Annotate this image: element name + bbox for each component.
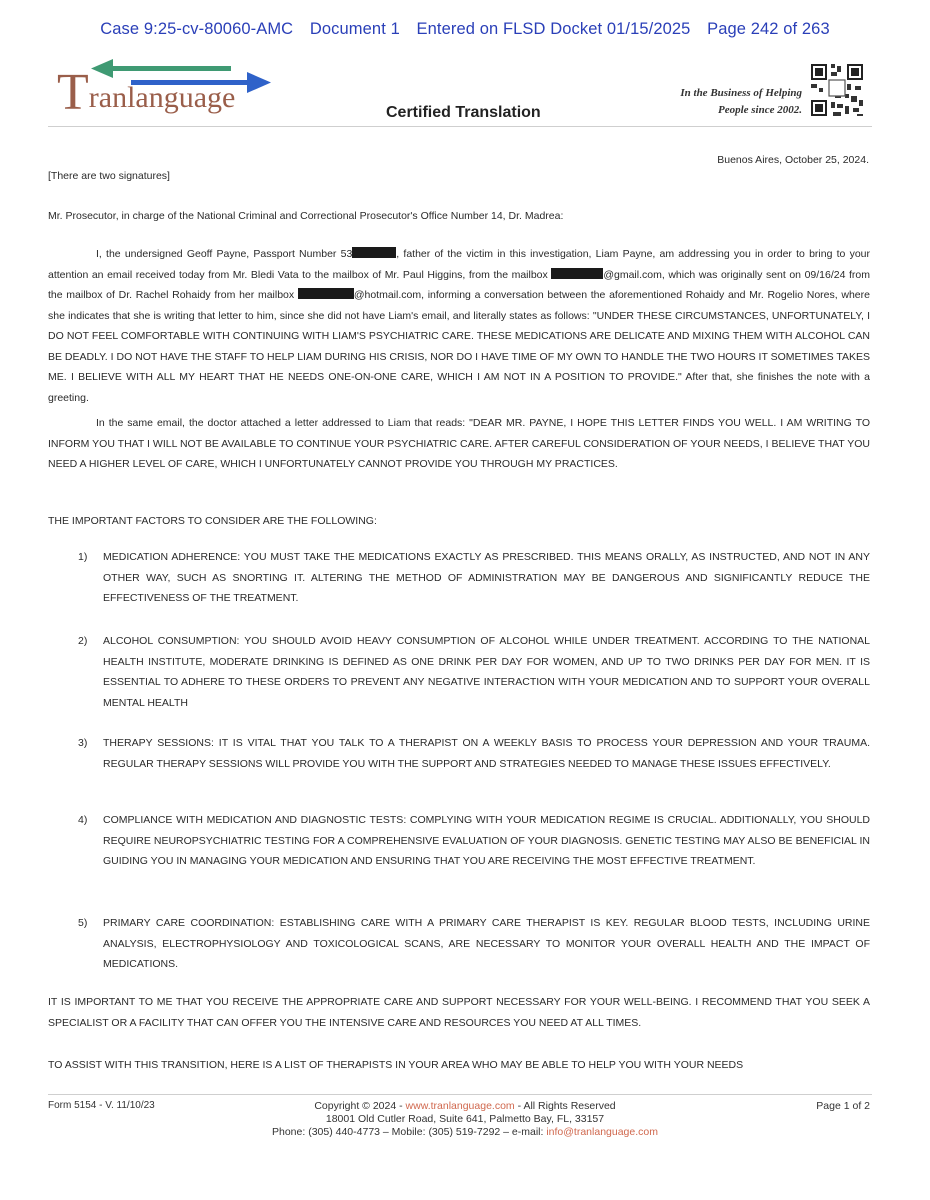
para1-part3: @gmail.com, which was originally sent on 09/16/24 from the mailbox of Dr. Rachel Rohaidy from her mailbox xyxy=(48,268,871,301)
form-number: Form 5154 - V. 11/10/23 xyxy=(48,1100,155,1111)
motto-line-2: People since 2002. xyxy=(717,104,802,116)
letter-page-number: Page 1 of 2 xyxy=(816,1100,870,1112)
company-motto xyxy=(640,85,802,119)
list-item-number: 3) xyxy=(78,737,88,749)
email-link[interactable]: info@tranlanguage.com xyxy=(546,1126,658,1138)
list-item xyxy=(78,733,870,795)
tranlanguage-logo xyxy=(55,56,255,122)
redaction-hotmail xyxy=(298,288,354,299)
para1-part1: I, the undersigned Geoff Payne, Passport Number 53 xyxy=(96,248,353,260)
certified-translation-title: Certified Translation xyxy=(386,104,541,121)
list-item xyxy=(78,547,870,609)
list-item-number: 2) xyxy=(78,635,88,647)
list-item-text: PRIMARY CARE COORDINATION: ESTABLISHING CARE WITH A PRIMARY CARE THERAPIST IS KEY. REGULAR BLOOD TESTS, INCLUDING URINE ANALYSIS, ELECTROPHYSIOLOGY AND TOXICOLOGICAL SCANS, ARE NECESSARY TO MONITOR YOUR OVERALL HEALTH AND THE IMPACT OF MEDICATIONS. xyxy=(103,917,870,970)
paragraph-1 xyxy=(48,244,870,408)
list-item-text: MEDICATION ADHERENCE: YOU MUST TAKE THE MEDICATIONS EXACTLY AS PRESCRIBED. THIS MEANS ORALLY, AS INSTRUCTED, AND NOT IN ANY OTHER WAY, SUCH AS SNORTING IT. ALTERING THE METHOD OF ADMINISTRATION MAY BE DANGEROUS AND SIGNIFICANTLY REDUCE THE EFFECTIVENESS OF THE TREATMENT. xyxy=(103,551,870,604)
redaction-gmail xyxy=(551,268,603,279)
docket-header xyxy=(0,20,930,39)
list-item-text: ALCOHOL CONSUMPTION: YOU SHOULD AVOID HEAVY CONSUMPTION OF ALCOHOL WHILE UNDER TREATMENT. ACCORDING TO THE NATIONAL HEALTH INSTITUTE, MODERATE DRINKING IS DEFINED AS ONE DRINK PER DAY FOR WOMEN, AND UP TO TWO DRINKS PER DAY FOR MEN. IT IS ESSENTIAL TO ADHERE TO THESE ORDERS TO PREVENT ANY NEGATIVE INTERACTION WITH YOUR MEDICATION AND TO SUPPORT YOUR OVERALL MENTAL HEALTH xyxy=(103,635,870,709)
docket-case: Case 9:25-cv-80060-AMC xyxy=(100,20,294,38)
copyright-text: Copyright © 2024 - xyxy=(314,1100,406,1112)
docket-entered: Entered on FLSD Docket 01/15/2025 xyxy=(416,20,691,38)
footer-phone-line xyxy=(240,1126,690,1139)
logo-initial: T xyxy=(57,64,89,121)
signatures-note: [There are two signatures] xyxy=(48,170,170,182)
closing-paragraph-1: IT IS IMPORTANT TO ME THAT YOU RECEIVE THE APPROPRIATE CARE AND SUPPORT NECESSARY FOR YOUR WELL-BEING. I RECOMMEND THAT YOU SEEK A SPECIALIST OR A FACILITY THAT CAN OFFER YOU THE INTENSIVE CARE AND RESOURCES YOU NEED AT ALL TIMES. xyxy=(48,996,870,1029)
list-item-number: 1) xyxy=(78,551,88,563)
footer-copyright-line xyxy=(240,1100,690,1113)
motto-line-1: In the Business of Helping xyxy=(680,87,802,99)
paragraph-2: In the same email, the doctor attached a letter addressed to Liam that reads: "DEAR MR. PAYNE, I HOPE THIS LETTER FINDS YOU WELL. I AM WRITING TO INFORM YOU THAT I WILL NOT BE AVAILABLE TO CONTINUE YOUR PSYCHIATRIC CARE. AFTER CAREFUL CONSIDERATION OF YOUR NEEDS, I BELIEVE THAT YOU NEED A HIGHER LEVEL OF CARE, WHICH I UNFORTUNATELY CANNOT PROVIDE YOU THROUGH MY PRACTICES. xyxy=(48,417,870,470)
phone-text: Phone: (305) 440-4773 – Mobile: (305) 519-7292 – e-mail: xyxy=(272,1126,547,1138)
closing-paragraph-2: TO ASSIST WITH THIS TRANSITION, HERE IS A LIST OF THERAPISTS IN YOUR AREA WHO MAY BE ABLE TO HELP YOU WITH YOUR NEEDS xyxy=(48,1059,744,1071)
docket-document: Document 1 xyxy=(309,20,400,38)
letter-salutation: Mr. Prosecutor, in charge of the National Criminal and Correctional Prosecutor's Office Number 14, Dr. Madrea: xyxy=(48,210,564,222)
header-divider xyxy=(48,126,872,127)
footer-divider xyxy=(48,1094,872,1095)
rights-text: - All Rights Reserved xyxy=(514,1100,616,1112)
list-item xyxy=(78,631,870,713)
redaction-passport xyxy=(352,247,396,258)
list-item xyxy=(78,810,870,892)
docket-page: Page 242 of 263 xyxy=(707,20,830,38)
footer-contact xyxy=(240,1100,690,1139)
para1-part4: @hotmail.com, informing a conversation between the aforementioned Rohaidy and Mr. Rogelio Nores, where she indicates that she is writing that letter to him, since she did not have Liam's email, and literally states as follows: "UNDER THESE CIRCUMSTANCES, UNFORTUNATELY, I DO NOT FEEL COMFORTABLE WITH CONTINUING WITH LIAM'S PSYCHIATRIC CARE. THESE MEDICATIONS ARE DELICATE AND MIXING THEM WITH ALCOHOL CAN BE DEADLY. I DO NOT HAVE THE STAFF TO HELP LIAM DURING HIS CRISIS, NOR DO I HAVE TIME OF MY OWN TO HANDLE THE TWO HOURS IT SOMETIMES TAKES ME. I BELIEVE WITH ALL MY HEART THAT HE NEEDS ONE-ON-ONE CARE, WHICH I AM NOT IN A POSITION TO PROVIDE." After that, she finishes the note with a greeting. xyxy=(48,289,870,404)
footer-address: 18001 Old Cutler Road, Suite 641, Palmetto Bay, FL, 33157 xyxy=(325,1113,605,1125)
list-item xyxy=(78,913,870,975)
website-link[interactable]: www.tranlanguage.com xyxy=(405,1100,515,1112)
list-item-text: THERAPY SESSIONS: IT IS VITAL THAT YOU TALK TO A THERAPIST ON A WEEKLY BASIS TO PROCESS YOUR DEPRESSION AND YOUR TRAUMA. REGULAR THERAPY SESSIONS WILL PROVIDE YOU WITH THE SUPPORT AND STRATEGIES NEEDED TO MANAGE THESE ISSUES EFFECTIVELY. xyxy=(103,737,870,770)
list-item-number: 5) xyxy=(78,917,88,929)
logo-wordmark: ranlanguage xyxy=(88,81,236,114)
list-item-text: COMPLIANCE WITH MEDICATION AND DIAGNOSTIC TESTS: COMPLYING WITH YOUR MEDICATION REGIME IS CRUCIAL. ADDITIONALLY, YOU SHOULD REQUIRE NEUROPSYCHIATRIC TESTING FOR A COMPREHENSIVE EVALUATION OF YOUR DIAGNOSIS. GENETIC TESTING MAY ALSO BE BENEFICIAL IN GUIDING YOU IN MANAGING YOUR MEDICATION AND ENSURING THAT YOU ARE RECEIVING THE MOST EFFECTIVE TREATMENT. xyxy=(103,814,870,867)
letter-date: Buenos Aires, October 25, 2024. xyxy=(717,154,869,166)
factors-intro: THE IMPORTANT FACTORS TO CONSIDER ARE THE FOLLOWING: xyxy=(48,515,377,527)
para1-part2: , father of the victim in this investigation, Liam Payne, am addressing you in order to bring to your attention an email received today from Mr. Bledi Vata to the mailbox of Mr. Paul Higgins, from the mailbox xyxy=(48,248,870,281)
qr-code-icon xyxy=(809,62,865,118)
list-item-number: 4) xyxy=(78,814,88,826)
